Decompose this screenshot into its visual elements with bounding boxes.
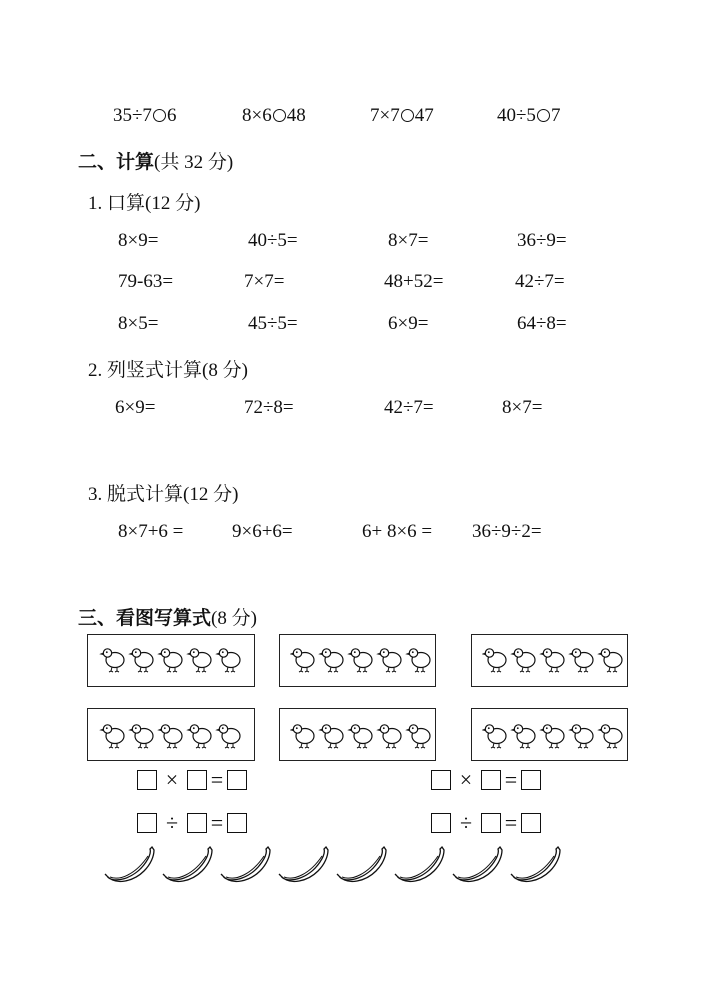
banana-icon: [279, 847, 328, 881]
oral-item: 6×9=: [388, 313, 429, 334]
chick-group-icon: [98, 643, 248, 675]
vertical-item: 8×7=: [502, 397, 543, 418]
answer-box[interactable]: [227, 813, 247, 833]
vertical-item: 42÷7=: [384, 397, 434, 418]
subsection-3-title: 3. 脱式计算(12 分): [88, 484, 239, 505]
oral-item: 36÷9=: [517, 230, 567, 251]
compare-item: 7×7 47: [370, 105, 434, 126]
chick-box: [471, 634, 628, 687]
banana-icon: [395, 847, 444, 881]
step-item: 9×6+6=: [232, 521, 293, 542]
banana-icon: [221, 847, 270, 881]
answer-box[interactable]: [227, 770, 247, 790]
answer-box[interactable]: [137, 813, 157, 833]
banana-icon: [337, 847, 386, 881]
chick-group-icon: [98, 717, 248, 749]
chick-group-icon: [482, 717, 632, 749]
step-item: 8×7+6 =: [118, 521, 184, 542]
multiply-equation-left: × =: [137, 767, 247, 793]
compare-circle[interactable]: [537, 109, 550, 122]
oral-item: 79-63=: [118, 271, 174, 292]
answer-box[interactable]: [521, 770, 541, 790]
oral-item: 40÷5=: [248, 230, 298, 251]
compare-circle[interactable]: [401, 109, 414, 122]
chick-group-icon: [290, 717, 440, 749]
divide-equation-left: ÷ =: [137, 810, 247, 836]
answer-box[interactable]: [481, 770, 501, 790]
oral-item: 42÷7=: [515, 271, 565, 292]
chick-box: [279, 634, 436, 687]
chick-box: [471, 708, 628, 761]
oral-item: 7×7=: [244, 271, 285, 292]
oral-item: 64÷8=: [517, 313, 567, 334]
vertical-item: 6×9=: [115, 397, 156, 418]
subsection-2-title: 2. 列竖式计算(8 分): [88, 360, 248, 381]
oral-item: 8×5=: [118, 313, 159, 334]
oral-item: 8×9=: [118, 230, 159, 251]
step-item: 6+ 8×6 =: [362, 521, 433, 542]
answer-box[interactable]: [137, 770, 157, 790]
banana-icon: [511, 847, 560, 881]
section-3-heading: 三、看图写算式(8 分): [78, 608, 257, 629]
divide-equation-right: ÷ =: [431, 810, 541, 836]
chick-box: [279, 708, 436, 761]
banana-icon: [163, 847, 212, 881]
compare-item: 35÷7 6: [113, 105, 177, 126]
banana-icon: [453, 847, 502, 881]
compare-circle[interactable]: [273, 109, 286, 122]
oral-item: 8×7=: [388, 230, 429, 251]
compare-circle[interactable]: [153, 109, 166, 122]
answer-box[interactable]: [431, 770, 451, 790]
step-item: 36÷9÷2=: [472, 521, 542, 542]
answer-box[interactable]: [521, 813, 541, 833]
multiply-equation-right: × =: [431, 767, 541, 793]
compare-item: 40÷5 7: [497, 105, 561, 126]
chick-group-icon: [482, 643, 632, 675]
answer-box[interactable]: [187, 770, 207, 790]
oral-item: 45÷5=: [248, 313, 298, 334]
answer-box[interactable]: [481, 813, 501, 833]
subsection-1-title: 1. 口算(12 分): [88, 193, 201, 214]
banana-row: [104, 846, 574, 888]
answer-box[interactable]: [431, 813, 451, 833]
answer-box[interactable]: [187, 813, 207, 833]
chick-group-icon: [290, 643, 440, 675]
vertical-item: 72÷8=: [244, 397, 294, 418]
oral-item: 48+52=: [384, 271, 444, 292]
chick-box: [87, 708, 255, 761]
banana-icon: [105, 847, 154, 881]
chick-box: [87, 634, 255, 687]
compare-item: 8×6 48: [242, 105, 306, 126]
section-2-heading: 二、计算(共 32 分): [78, 152, 234, 173]
